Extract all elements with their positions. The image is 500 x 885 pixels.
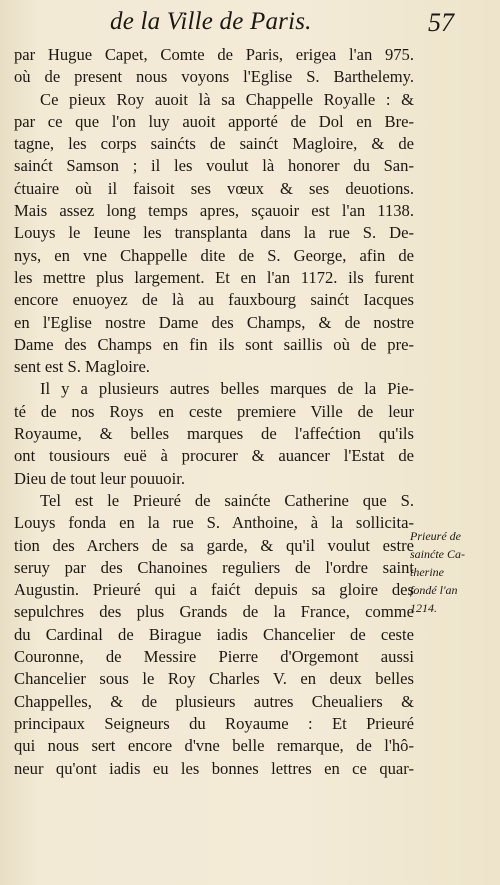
text-line: Ce pieux Roy auoit là sa Chappelle Royalle : &: [40, 89, 414, 109]
text-line: par ce que l'on luy auoit apporté de Dol en Bre-: [14, 111, 414, 131]
text-line: sepulchres des plus Grands de la France, comme: [14, 602, 414, 622]
margin-note-line: sainćte Ca-: [410, 547, 465, 561]
margin-note-line: Prieuré de: [410, 529, 461, 543]
running-head: de la Ville de Paris.: [110, 8, 312, 35]
text-line: tagne, les corps sainćts de sainćt Magloire, & de: [14, 134, 414, 154]
text-line: encore enuoyez de là au fauxbourg sainćt Iacques: [14, 290, 414, 310]
text-line: Dame des Champs en fin ils sont saillis où de pre-: [14, 334, 414, 354]
margin-note-line: therine: [410, 565, 444, 579]
text-line: Couronne, de Messire Pierre d'Orgemont aussi: [14, 647, 414, 667]
text-line: Chappelles, & de plusieurs autres Cheualiers &: [14, 691, 414, 711]
margin-note-line: fondé l'an: [410, 583, 458, 597]
text-line: Il y a plusieurs autres belles marques de la Pie-: [40, 379, 414, 399]
text-line: Tel est le Prieuré de sainćte Catherine que S.: [40, 490, 414, 510]
text-line: du Cardinal de Birague iadis Chancelier de ceste: [14, 624, 414, 644]
text-line: sent est S. Magloire.: [14, 357, 150, 377]
page-number: 57: [428, 8, 454, 37]
text-line: Royaume, & belles marques de l'affećtion qu'ils: [14, 424, 414, 444]
text-line: tion des Archers de sa garde, & qu'il voulut estre: [14, 535, 414, 555]
text-line: où de present nous voyons l'Eglise S. Barthelemy.: [14, 67, 414, 87]
body-text: [14, 44, 414, 780]
text-line: ont tousiours euë à procurer & auancer l'Estat de: [14, 446, 414, 466]
text-line: sainćt Samson ; il les voulut là honorer du San-: [14, 156, 414, 176]
margin-note-line: 1214.: [410, 601, 437, 615]
margin-note: [410, 527, 500, 617]
text-line: Louys fonda en la rue S. Anthoine, à la sollicita-: [14, 513, 414, 533]
text-line: principaux Seigneurs du Royaume : Et Prieuré: [14, 713, 414, 733]
text-line: les mettre plus largement. Et en l'an 1172. ils furent: [14, 267, 414, 287]
text-line: en l'Eglise nostre Dame des Champs, & de nostre: [14, 312, 414, 332]
text-line: ćtuaire où il faisoit ses vœux & ses deuotions.: [14, 178, 414, 198]
text-line: Louys le Ieune les transplanta dans la rue S. De-: [14, 223, 414, 243]
text-line: neur qu'ont iadis eu les bonnes lettres en ce quar-: [14, 758, 414, 778]
text-line: té de nos Roys en ceste premiere Ville de leur: [14, 401, 414, 421]
text-line: nys, en vne Chappelle dite de S. George, afin de: [14, 245, 414, 265]
text-line: Augustin. Prieuré qui a faićt depuis sa gloire des: [14, 580, 414, 600]
text-line: Mais assez long temps apres, sçauoir est l'an 1138.: [14, 201, 414, 221]
text-line: Chancelier sous le Roy Charles V. en deux belles: [14, 669, 414, 689]
text-line: seruy par des Chanoines reguliers de l'ordre saint: [14, 557, 414, 577]
text-line: Dieu de tout leur pouuoir.: [14, 468, 185, 488]
text-line: qui nous sert encore d'vne belle remarque, de l'hô-: [14, 736, 414, 756]
page-header: [0, 0, 500, 44]
text-line: par Hugue Capet, Comte de Paris, erigea l'an 975.: [14, 45, 414, 64]
